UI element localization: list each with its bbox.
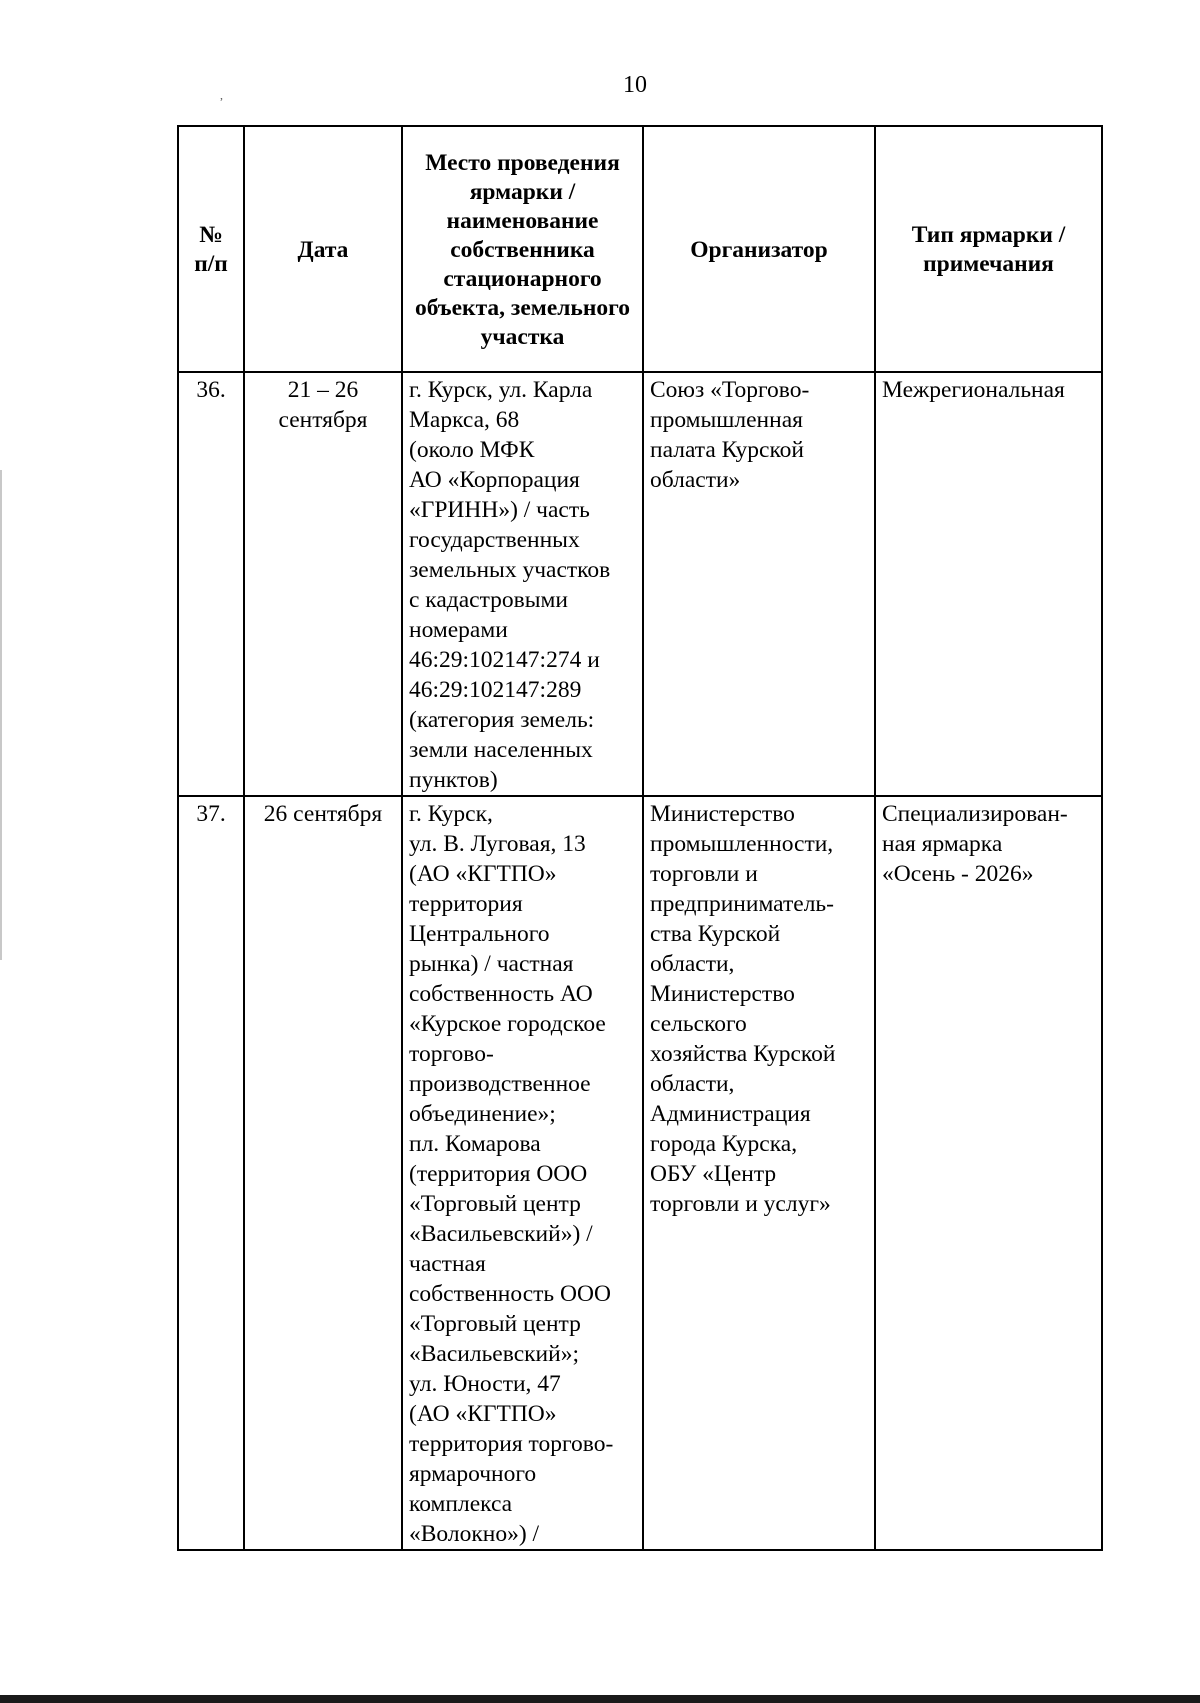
scan-bottom-edge	[0, 1695, 1200, 1703]
row-place: г. Курск, ул. В. Луговая, 13 (АО «КГТПО» территория Центрального рынка) / частная собственность АО «Курское городское торгово- производственное объединение»; пл. Комарова (территория ООО «Торговый центр «Васильевский») / частная собственность ООО «Торговый центр «Васильевский»; ул. Юности, 47 (АО «КГТПО» территория торгово- ярмарочного комплекса «Волокно») /	[402, 796, 643, 1550]
table-row	[178, 372, 1102, 796]
scan-mark: ,	[220, 88, 223, 102]
header-type: Тип ярмарки / примечания	[875, 126, 1102, 372]
scan-edge-line	[0, 470, 2, 960]
table-header-row	[178, 126, 1102, 372]
table-row	[178, 796, 1102, 1550]
row-date: 26 сентября	[244, 796, 402, 1550]
row-organizer: Министерство промышленности, торговли и предприниматель- ства Курской области, Министерство сельского хозяйства Курской области, Администрация города Курска, ОБУ «Центр торговли и услуг»	[643, 796, 875, 1550]
row-number: 37.	[178, 796, 244, 1550]
header-organizer: Организатор	[643, 126, 875, 372]
row-date: 21 – 26 сентября	[244, 372, 402, 796]
header-place: Место проведения ярмарки / наименование собственника стационарного объекта, земельного участка	[402, 126, 643, 372]
fair-schedule-table	[177, 125, 1103, 1551]
row-organizer: Союз «Торгово- промышленная палата Курской области»	[643, 372, 875, 796]
page-number: 10	[623, 72, 647, 98]
header-number: № п/п	[178, 126, 244, 372]
row-type: Межрегиональная	[875, 372, 1102, 796]
row-place: г. Курск, ул. Карла Маркса, 68 (около МФК АО «Корпорация «ГРИНН») / часть государственных земельных участков с кадастровыми номерами 46:29:102147:274 и 46:29:102147:289 (категория земель: земли населенных пунктов)	[402, 372, 643, 796]
header-date: Дата	[244, 126, 402, 372]
row-type: Специализирован- ная ярмарка «Осень - 2026»	[875, 796, 1102, 1550]
row-number: 36.	[178, 372, 244, 796]
